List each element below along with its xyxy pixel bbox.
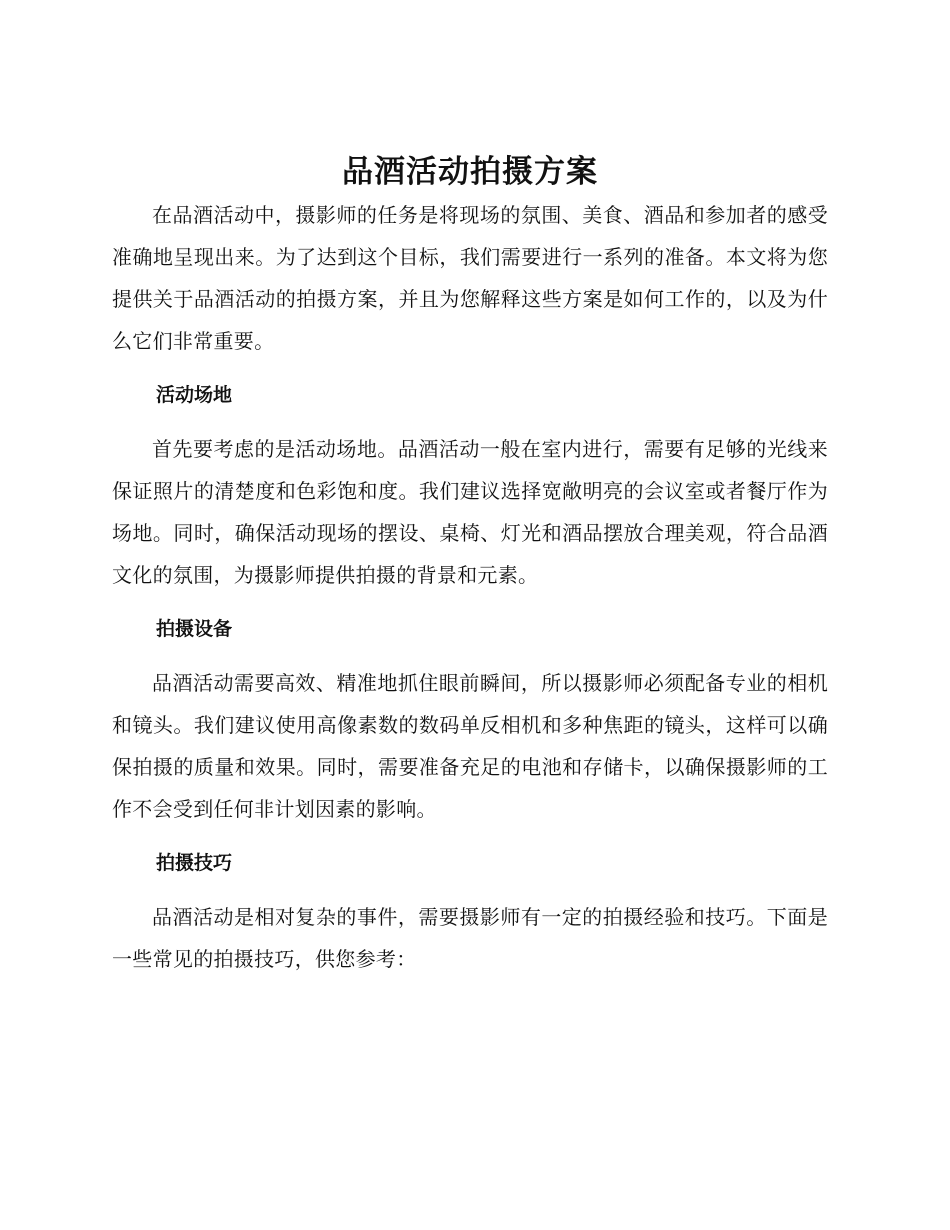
intro-paragraph: 在品酒活动中，摄影师的任务是将现场的氛围、美食、酒品和参加者的感受准确地呈现出来。为了达到这个目标，我们需要进行一系列的准备。本文将为您提供关于品酒活动的拍摄方案，并且为您解释这些方案是如何工作的，以及为什么它们非常重要。 xyxy=(112,203,828,353)
document-title: 品酒活动拍摄方案 xyxy=(342,154,598,190)
section-body-equipment: 品酒活动需要高效、精准地抓住眼前瞬间，所以摄影师必须配备专业的相机和镜头。我们建议使用高像素数的数码单反相机和多种焦距的镜头，这样可以确保拍摄的质量和效果。同时，需要准备充足的电池和存储卡，以确保摄影师的工作不会受到任何非计划因素的影响。 xyxy=(112,671,828,821)
section-body-venue: 首先要考虑的是活动场地。品酒活动一般在室内进行，需要有足够的光线来保证照片的清楚度和色彩饱和度。我们建议选择宽敞明亮的会议室或者餐厅作为场地。同时，确保活动现场的摆设、桌椅、灯光和酒品摆放合理美观，符合品酒文化的氛围，为摄影师提供拍摄的背景和元素。 xyxy=(112,437,828,587)
section-heading-venue: 活动场地 xyxy=(156,384,233,406)
section-heading-techniques: 拍摄技巧 xyxy=(156,852,233,874)
section-heading-equipment: 拍摄设备 xyxy=(156,618,233,640)
document-page xyxy=(112,150,828,980)
section-body-techniques: 品酒活动是相对复杂的事件，需要摄影师有一定的拍摄经验和技巧。下面是一些常见的拍摄技巧，供您参考： xyxy=(112,905,828,971)
